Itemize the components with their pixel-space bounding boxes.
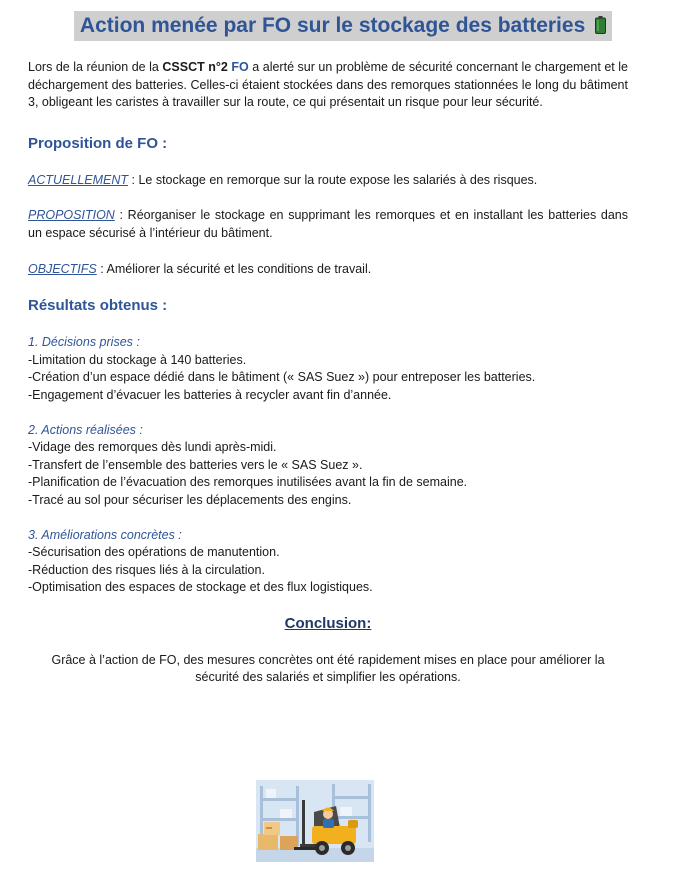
proposition-current [28,172,628,190]
document-body [28,59,628,687]
page-title-text: Action menée par FO sur le stockage des batteries [79,14,586,37]
improvements-title: 3. Améliorations concrètes : [28,527,182,542]
cssct-label: CSSCT n°2 [162,60,228,74]
list-item: -Optimisation des espaces de stockage et des flux logistiques. [28,580,373,595]
list-item: -Transfert de l’ensemble des batteries vers le « SAS Suez ». [28,457,363,472]
proposition-proposal [28,207,628,242]
conclusion-text: Grâce à l’action de FO, des mesures concrètes ont été rapidement mises en place pour améliorer la sécurité des salariés et simplifier les opérations. [51,652,605,685]
intro-text-2: a alerté sur un problème de sécurité concernant le chargement et le déchargement des batteries. Celles-ci étaient stockées dans des remorques stationnées le long du bâtiment 3, obligeant les caristes à travailler sur la route, ce qui présentait un risque pour leur sécurité. [28,60,628,110]
proposition-objectives [28,261,628,279]
results-actions [28,422,628,510]
decisions-title: 1. Décisions prises : [28,335,140,350]
forklift-illustration [256,780,374,862]
text-actuellement: : Le stockage en remorque sur la route expose les salariés à des risques. [128,172,538,187]
intro-text-1: Lors de la réunion de la [28,60,163,74]
list-item: -Création d’un espace dédié dans le bâtiment (« SAS Suez ») pour entreposer les batteries. [28,370,536,385]
list-item: -Réduction des risques liés à la circulation. [28,562,265,577]
list-item: -Engagement d’évacuer les batteries à recycler avant fin d’année. [28,387,392,402]
list-item: -Sécurisation des opérations de manutention. [28,545,280,560]
battery-icon [595,16,606,34]
results-decisions [28,334,628,404]
label-objectifs: OBJECTIFS [28,261,97,276]
label-proposition: PROPOSITION [28,208,115,223]
list-item: -Planification de l’évacuation des remorques inutilisées avant la fin de semaine. [28,475,468,490]
text-objectifs: : Améliorer la sécurité et les conditions de travail. [96,261,372,276]
page-title [74,11,612,41]
results-improvements [28,527,628,597]
list-item: -Tracé au sol pour sécuriser les déplacements des engins. [28,492,352,507]
actions-title: 2. Actions réalisées : [28,422,143,437]
conclusion-heading: Conclusion: [284,614,372,632]
intro-paragraph [28,59,628,112]
proposition-heading: Proposition de FO : [28,134,168,152]
fo-label: FO [231,60,249,74]
label-actuellement: ACTUELLEMENT [28,172,129,187]
results-heading: Résultats obtenus : [28,297,168,315]
text-proposition: : Réorganiser le stockage en supprimant les remorques et en installant les batteries dans un espace sécurisé à l’intérieur du bâtiment. [28,208,628,240]
list-item: -Limitation du stockage à 140 batteries. [28,352,247,367]
list-item: -Vidage des remorques dès lundi après-midi. [28,440,277,455]
title-wrap [0,11,686,41]
